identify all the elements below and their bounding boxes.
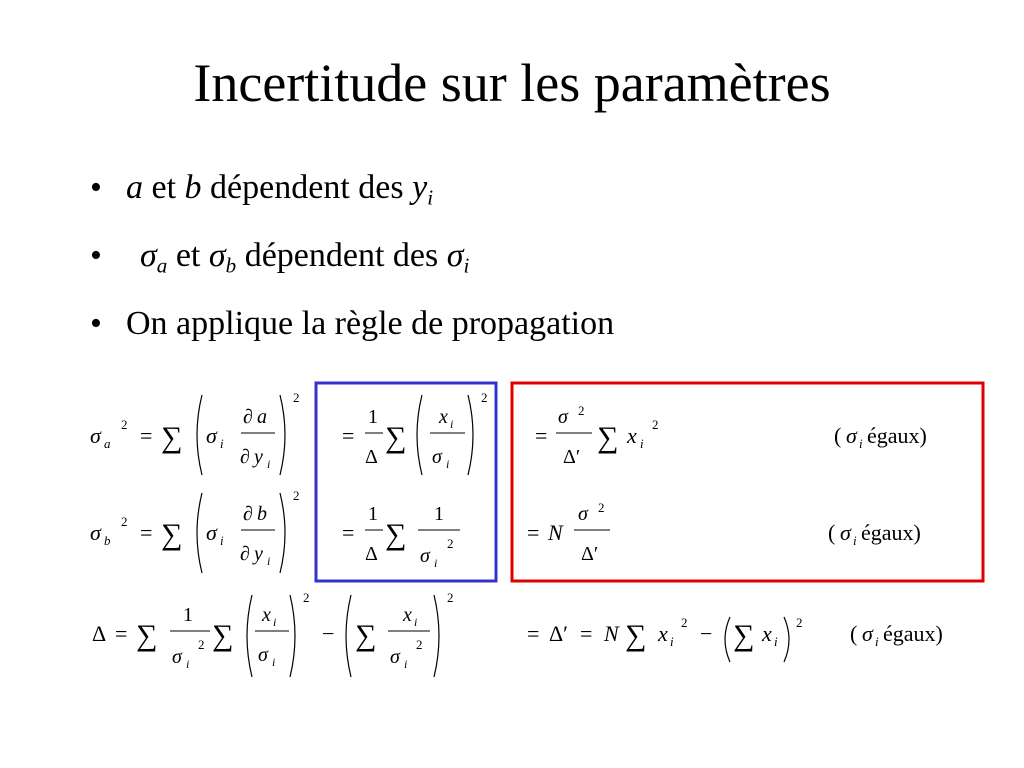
- bullet-dot: •: [90, 305, 102, 342]
- note-paren: (: [828, 520, 836, 545]
- right-paren: [280, 395, 285, 475]
- formula-symbol: 1: [368, 503, 378, 525]
- formula-symbol: i: [267, 554, 271, 568]
- text-depend: dépendent des: [236, 237, 447, 274]
- formula-symbol: a: [104, 436, 111, 451]
- formula-symbol: 2: [416, 637, 423, 652]
- formula-symbol: =: [140, 520, 153, 545]
- sum-symbol: ∑: [385, 421, 407, 454]
- formula-symbol: 2: [303, 590, 310, 605]
- sum-symbol: ∑: [625, 619, 647, 652]
- right-paren: [784, 617, 789, 662]
- left-paren: [197, 395, 202, 475]
- formula-symbol: Δ: [365, 446, 378, 468]
- formula-symbol: =: [580, 621, 593, 646]
- formula-symbol: i: [414, 615, 418, 629]
- sub-i: i: [463, 253, 470, 278]
- sum-symbol: ∑: [355, 619, 377, 652]
- sum-symbol: ∑: [212, 619, 234, 652]
- formula-symbol: 1: [368, 406, 378, 428]
- note-egaux: égaux): [883, 621, 943, 646]
- right-paren: [468, 395, 473, 475]
- note-sigma: σ: [846, 423, 857, 448]
- formula-symbol: 1: [183, 604, 193, 626]
- formula-symbol: σ: [578, 503, 588, 525]
- formula-symbol: −: [322, 621, 335, 646]
- right-paren: [434, 595, 439, 677]
- formula-symbol: 2: [198, 637, 205, 652]
- slide-title: Incertitude sur les paramètres: [193, 53, 831, 113]
- formula-symbol: σ: [420, 545, 430, 567]
- formula-symbol: i: [267, 457, 271, 471]
- note-paren: (: [850, 621, 858, 646]
- note-sub-i: i: [853, 533, 857, 548]
- sum-symbol: ∑: [161, 421, 183, 454]
- formula-symbol: 2: [578, 403, 585, 418]
- formula-symbol: =: [535, 423, 548, 448]
- formula-symbol: Δ: [92, 621, 107, 646]
- formula-symbol: i: [272, 655, 276, 669]
- var-b: b: [184, 169, 202, 206]
- formula-symbol: σ: [90, 520, 101, 545]
- bullet-dot: •: [90, 237, 102, 274]
- formula-symbol: 2: [121, 514, 128, 529]
- formula-symbol: 2: [796, 615, 803, 630]
- formula-symbol: i: [774, 634, 778, 649]
- formula-symbol: i: [446, 457, 450, 471]
- formula-symbol: i: [404, 657, 408, 671]
- var-sigma: σ: [140, 237, 157, 274]
- formula-symbol: =: [115, 621, 128, 646]
- left-paren: [417, 395, 422, 475]
- formula-symbol: σ: [390, 646, 400, 668]
- formula-symbol: i: [220, 436, 224, 451]
- var-sigma: σ: [446, 237, 464, 274]
- sum-symbol: ∑: [136, 619, 158, 652]
- formula-symbol: 2: [681, 615, 688, 630]
- formula-symbol: N: [548, 520, 563, 545]
- formula-symbol: ∂: [240, 543, 250, 565]
- note-sigma: σ: [862, 621, 873, 646]
- formula-symbol: 2: [293, 390, 300, 405]
- note-egaux: égaux): [861, 520, 921, 545]
- left-paren: [197, 493, 202, 573]
- formula-symbol: b: [104, 533, 111, 548]
- formula-symbol: σ: [206, 520, 217, 545]
- right-paren: [290, 595, 295, 677]
- formula-symbol: ∂: [243, 406, 253, 428]
- formula-symbol: 2: [652, 417, 659, 432]
- formula-symbol: σ: [258, 644, 268, 666]
- formula-symbol: b: [257, 503, 267, 525]
- left-paren: [247, 595, 252, 677]
- note-paren: (: [834, 423, 842, 448]
- formula-symbol: σ: [432, 446, 442, 468]
- blue-box: [316, 383, 496, 581]
- formula-symbol: =: [342, 423, 355, 448]
- formula-symbol: =: [527, 621, 540, 646]
- formula-symbol: i: [220, 533, 224, 548]
- left-paren: [725, 617, 730, 662]
- formula-symbol: x: [439, 406, 448, 428]
- formula-symbol: i: [640, 436, 644, 451]
- formula-symbol: σ: [558, 406, 568, 428]
- formula-symbol: σ: [206, 423, 217, 448]
- formula-symbol: Δ′: [581, 543, 599, 565]
- formula-symbol: Δ′: [549, 621, 568, 646]
- sum-symbol: ∑: [733, 619, 755, 652]
- formula-symbol: =: [342, 520, 355, 545]
- formula-symbol: 2: [121, 417, 128, 432]
- formula-symbol: a: [257, 406, 267, 428]
- formula-symbol: x: [403, 604, 412, 626]
- note-sub-i: i: [875, 634, 879, 649]
- bullet-dot: •: [90, 169, 102, 206]
- formula-symbol: 2: [293, 488, 300, 503]
- formula-symbol: =: [527, 520, 540, 545]
- formula-symbol: −: [700, 621, 713, 646]
- formula-symbol: 2: [598, 500, 605, 515]
- sum-symbol: ∑: [161, 518, 183, 551]
- var-a: a: [126, 169, 143, 206]
- formula-symbol: x: [262, 604, 271, 626]
- formula-symbol: i: [186, 657, 190, 671]
- note-egaux: égaux): [867, 423, 927, 448]
- formula-symbol: ∂: [240, 446, 250, 468]
- formula-symbol: 2: [481, 390, 488, 405]
- sum-symbol: ∑: [385, 518, 407, 551]
- text-et: et: [167, 237, 209, 274]
- formula-symbol: x: [762, 621, 772, 646]
- sum-symbol: ∑: [597, 421, 619, 454]
- left-paren: [346, 595, 351, 677]
- right-paren: [280, 493, 285, 573]
- formula-symbol: i: [273, 615, 277, 629]
- formula-symbol: Δ: [365, 543, 378, 565]
- formula-symbol: 1: [434, 503, 444, 525]
- sub-i: i: [427, 185, 434, 210]
- var-y: y: [412, 169, 428, 206]
- formula-symbol: 2: [447, 536, 454, 551]
- sub-a: a: [156, 253, 168, 278]
- formula-symbol: σ: [90, 423, 101, 448]
- bullet-text: On applique la règle de propagation: [126, 305, 615, 342]
- text-et: et: [143, 169, 185, 206]
- formula-symbol: y: [254, 543, 263, 565]
- formula-symbol: i: [450, 417, 454, 431]
- text-depend: dépendent des: [201, 169, 413, 206]
- note-sigma: σ: [840, 520, 851, 545]
- formula-symbol: N: [604, 621, 619, 646]
- formula-symbol: =: [140, 423, 153, 448]
- formula-symbol: 2: [447, 590, 454, 605]
- formula-symbol: x: [627, 423, 637, 448]
- sub-b: b: [225, 253, 237, 278]
- var-sigma: σ: [208, 237, 226, 274]
- formula-symbol: y: [254, 446, 263, 468]
- formula-symbol: ∂: [243, 503, 253, 525]
- formula-symbol: Δ′: [563, 446, 581, 468]
- formula-symbol: i: [434, 556, 438, 570]
- formula-symbol: x: [658, 621, 668, 646]
- note-sub-i: i: [859, 436, 863, 451]
- formula-symbol: σ: [172, 646, 182, 668]
- formula-symbol: i: [670, 634, 674, 649]
